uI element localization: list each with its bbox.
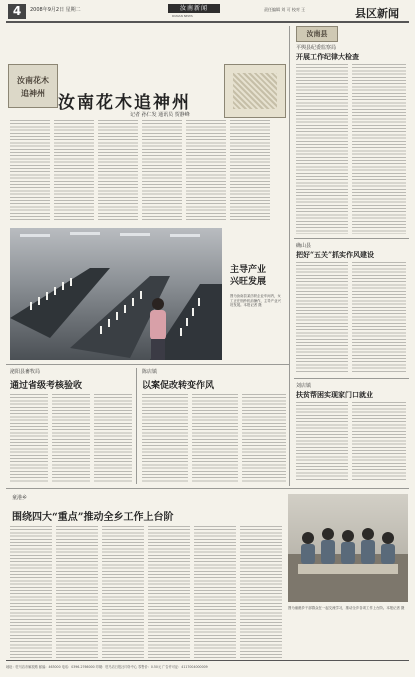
- right-low-column-1: [296, 402, 348, 482]
- masthead-rule: [6, 21, 409, 23]
- bottom-column-1: [10, 526, 52, 658]
- lead-column-6: [230, 120, 270, 220]
- bottom-column-2: [56, 526, 98, 658]
- footer-rule: [6, 660, 409, 661]
- photo-side-title-2: 兴旺发展: [230, 277, 267, 287]
- bottom-column-6: [240, 526, 282, 658]
- right-low-headline: 扶贫帮困实现家门口就业: [296, 390, 373, 399]
- lead-badge-graphic: [8, 64, 58, 108]
- photo-side-title-1: 主导产业: [230, 265, 267, 275]
- mid-left-column-3: [94, 394, 132, 482]
- mid-right-column-1: [142, 394, 188, 482]
- right-top-headline: 开展工作纪律大检查: [296, 52, 359, 61]
- mid-right-column-3: [242, 394, 286, 482]
- main-photo: [10, 228, 222, 360]
- masthead: [6, 4, 409, 20]
- right-top-kicker: 平舆县纪委监察局: [296, 45, 337, 51]
- right-section-banner: [296, 26, 338, 42]
- main-photo-scene: [10, 228, 222, 360]
- mid-column-divider: [136, 368, 137, 484]
- right-mid-column-1: [296, 262, 348, 372]
- right-divider-2: [294, 378, 409, 379]
- mid-left-headline: 通过省级考核验收: [10, 381, 83, 391]
- paper-logo: 汝南新闻: [168, 4, 220, 13]
- bottom-headline: 围绕四大“重点”推动全乡工作上台阶: [12, 512, 174, 523]
- right-section-banner-text: 汝南县: [306, 29, 328, 38]
- mid-left-column-1: [10, 394, 48, 482]
- page-number: 4: [8, 4, 26, 19]
- lead-column-1: [10, 120, 50, 220]
- mid-left-column-2: [52, 394, 90, 482]
- mid-right-headline: 以案促改转变作风: [142, 381, 215, 391]
- paper-subtitle: RUNAN NEWS: [172, 14, 193, 18]
- right-top-column-2: [352, 64, 406, 234]
- issue-date: 2008年9月2日 星期二: [30, 7, 81, 13]
- bottom-column-3: [102, 526, 144, 658]
- bottom-column-5: [194, 526, 236, 658]
- right-mid-headline: 把好“五关”抓实作风建设: [296, 250, 375, 259]
- divider-bottom: [6, 488, 409, 489]
- editor-line: 责任编辑 刘 可 校对 王: [264, 7, 306, 12]
- right-mid-kicker: 确山县: [296, 243, 312, 249]
- badge-text-bottom: 追神州: [21, 88, 45, 98]
- section-title: 县区新闻: [355, 7, 399, 20]
- lead-column-4: [142, 120, 182, 220]
- column-divider: [289, 26, 290, 486]
- footer-info: 地址：驻马店市解放路 邮编：463000 电话：0396-2766000 印刷：驻马店日报社印务中心 零售价：0.50元 广告许可证：4117004000009: [6, 665, 208, 669]
- right-low-kicker: 刘店镇: [296, 383, 312, 389]
- bottom-photo: [288, 494, 408, 602]
- lead-column-3: [98, 120, 138, 220]
- lead-headline: 汝南花木追神州: [58, 93, 191, 113]
- right-top-column-1: [296, 64, 348, 234]
- badge-text-top: 汝南花木: [17, 75, 49, 85]
- lead-column-5: [186, 120, 226, 220]
- photo-stamp-graphic: [224, 64, 286, 118]
- main-photo-caption: 图为汝南县某纺织企业车间内，女工正在细纱机前操作，主导产业兴旺发展。本报记者 摄: [230, 294, 281, 308]
- lead-byline: 记者 孙仁发 通讯员 贺静峰: [130, 112, 190, 118]
- right-low-column-2: [352, 402, 406, 482]
- divider-mid: [6, 364, 289, 365]
- right-mid-column-2: [352, 262, 406, 372]
- stamp-texture: [233, 73, 277, 109]
- mid-left-kicker: 泌阳县畜牧局: [10, 369, 41, 375]
- bottom-column-4: [148, 526, 190, 658]
- mid-right-column-2: [192, 394, 238, 482]
- right-divider-1: [294, 238, 409, 239]
- bottom-photo-scene: [288, 494, 408, 602]
- bottom-photo-caption: 图为童港乡干部群众在一起交流学习，推动全乡各项工作上台阶。本报记者 摄: [288, 606, 405, 610]
- mid-right-kicker: 陈店镇: [142, 369, 158, 375]
- bottom-kicker: 童港乡: [12, 495, 28, 501]
- lead-column-2: [54, 120, 94, 220]
